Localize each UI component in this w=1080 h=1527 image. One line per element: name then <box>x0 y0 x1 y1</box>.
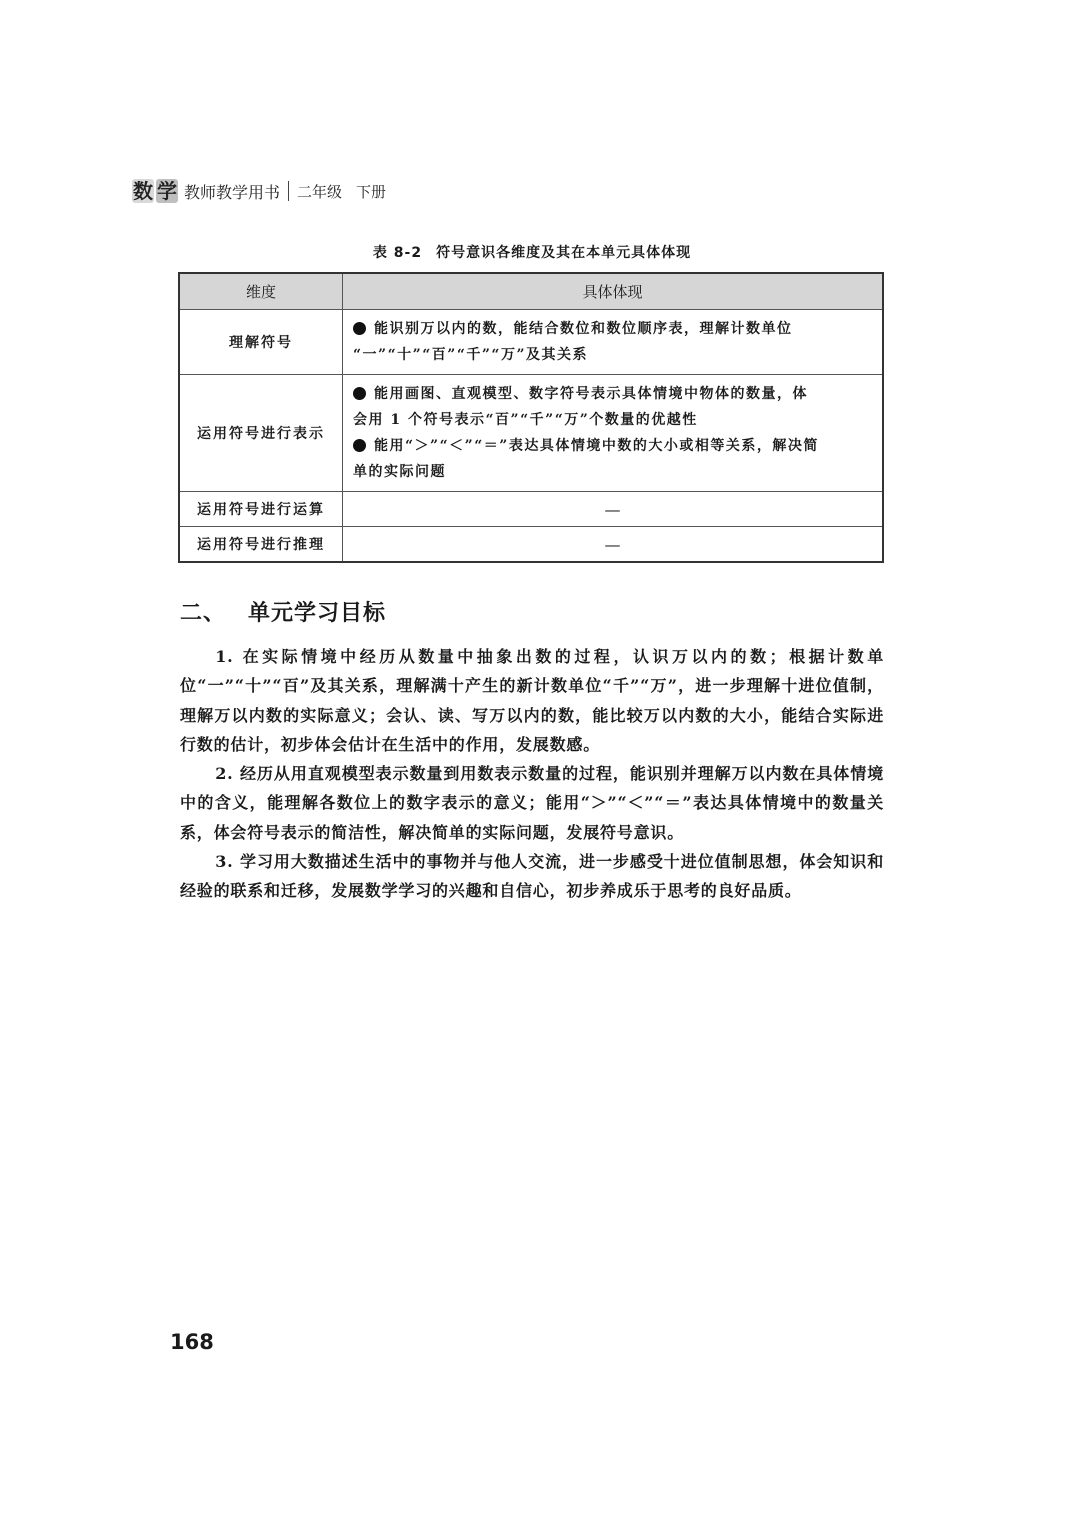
bullet-text: 能用“＞”“＜”“＝”表达具体情境中数的大小或相等关系，解决简 <box>374 438 819 454</box>
table-number: 表 8-2 <box>372 245 423 261</box>
bullet-text-continued: 会用 1 个符号表示“百”“千”“万”个数量的优越性 <box>353 412 698 428</box>
book-title: 教师教学用书 <box>184 182 281 202</box>
bullet-item <box>353 316 870 342</box>
table-title: 符号意识各维度及其在本单元具体体现 <box>436 245 692 261</box>
empty-value-cell: — <box>343 527 884 563</box>
goal-paragraph: 1. 在实际情境中经历从数量中抽象出数的过程，认识万以内的数；根据计数单位“一”“十”“百”及其关系，理解满十产生的新计数单位“千”“万”，进一步理解十进位值制，理解万以内数的实际意义；会认、读、写万以内的数，能比较万以内数的大小，能结合实际进行数的估计，初步体会估计在生活中的作用，发展数感。 <box>180 647 884 754</box>
dimension-cell: 运用符号进行推理 <box>179 527 343 563</box>
column-header: 维度 <box>179 273 343 310</box>
empty-value-cell: — <box>343 492 884 527</box>
volume-label: 下册 <box>356 182 387 201</box>
logo-char: 学 <box>157 179 177 203</box>
goal-paragraph: 3. 学习用大数描述生活中的事物并与他人交流，进一步感受十进位值制思想，体会知识和经验的联系和迁移，发展数学学习的兴趣和自信心，初步养成乐于思考的良好品质。 <box>180 852 884 901</box>
learning-goals <box>180 642 884 906</box>
section-heading <box>180 596 386 627</box>
bullet-text-continued: “一”“十”“百”“千”“万”及其关系 <box>353 347 589 363</box>
page-number: 168 <box>170 1330 214 1354</box>
section-number: 二、 <box>180 601 227 626</box>
bullet-item <box>353 381 870 407</box>
table-caption <box>180 242 884 262</box>
header-divider <box>288 181 289 201</box>
dimension-cell: 理解符号 <box>179 310 343 375</box>
column-header: 具体体现 <box>343 273 884 310</box>
table-row <box>179 492 883 527</box>
bullet-icon <box>353 439 366 452</box>
symbol-sense-table <box>178 272 884 563</box>
table-row <box>179 527 883 563</box>
bullet-text-continued: 单的实际问题 <box>353 464 446 480</box>
bullet-item <box>353 433 870 459</box>
description-cell <box>343 310 884 375</box>
dimension-cell: 运用符号进行运算 <box>179 492 343 527</box>
page-header <box>132 176 386 206</box>
dimension-cell: 运用符号进行表示 <box>179 375 343 492</box>
bullet-icon <box>353 322 366 335</box>
table-row <box>179 310 883 375</box>
grade-label: 二年级 <box>297 182 343 201</box>
bullet-text: 能用画图、直观模型、数字符号表示具体情境中物体的数量，体 <box>374 386 808 402</box>
table-header-row <box>179 273 883 310</box>
goal-paragraph: 2. 经历从用直观模型表示数量到用数表示数量的过程，能识别并理解万以内数在具体情境中的含义，能理解各数位上的数字表示的意义；能用“＞”“＜”“＝”表达具体情境中的数量关系，体会符号表示的简洁性，解决简单的实际问题，发展符号意识。 <box>180 764 884 842</box>
subject-logo <box>132 179 178 203</box>
section-title: 单元学习目标 <box>248 601 387 626</box>
table-row <box>179 375 883 492</box>
description-cell <box>343 375 884 492</box>
bullet-icon <box>353 387 366 400</box>
bullet-text: 能识别万以内的数，能结合数位和数位顺序表，理解计数单位 <box>374 321 793 337</box>
logo-char: 数 <box>133 179 153 203</box>
